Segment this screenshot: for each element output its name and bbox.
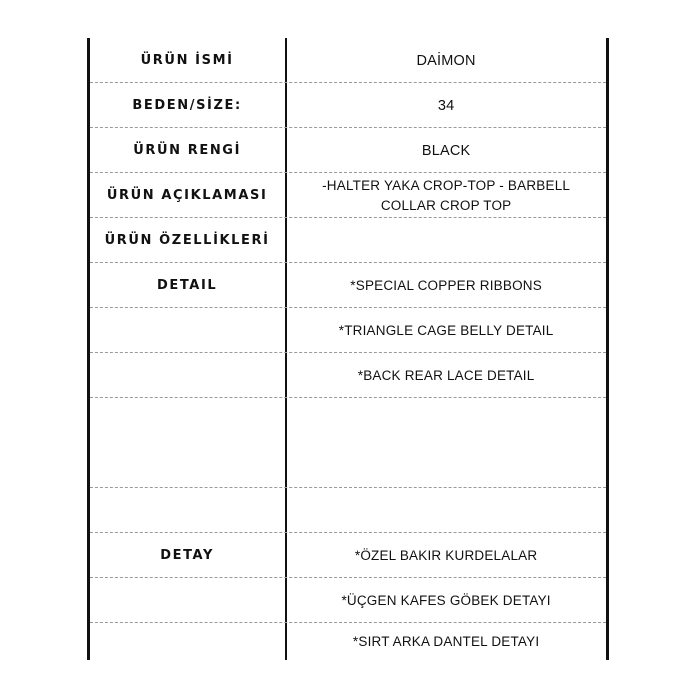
value-detail-2: *TRIANGLE CAGE BELLY DETAIL	[338, 322, 554, 338]
row-detay-3	[90, 623, 606, 660]
table-right-border	[606, 38, 609, 660]
label-empty	[90, 623, 284, 660]
value-detay-1: *ÖZEL BAKIR KURDELALAR	[354, 547, 538, 563]
label-empty	[90, 308, 284, 353]
label-empty	[90, 443, 284, 488]
value-detail-3: *BACK REAR LACE DETAIL	[357, 367, 535, 383]
row-detay-2	[90, 578, 606, 623]
label-color: ÜRÜN RENGİ	[133, 143, 242, 158]
row-features	[90, 218, 606, 263]
value-detay-3: *SIRT ARKA DANTEL DETAYI	[352, 633, 540, 649]
row-size	[90, 83, 606, 128]
value-detail-1: *SPECIAL COPPER RIBBONS	[350, 277, 542, 293]
row-detail-1	[90, 263, 606, 308]
value-color: BLACK	[421, 142, 471, 159]
value-empty	[286, 443, 606, 488]
value-product-name: DAİMON	[416, 52, 476, 69]
table-rows	[90, 38, 606, 660]
product-spec-table	[87, 38, 609, 660]
row-color	[90, 128, 606, 173]
row-detay-1	[90, 533, 606, 578]
value-size: 34	[437, 97, 455, 114]
value-empty	[286, 488, 606, 533]
row-product-name	[90, 38, 606, 83]
label-empty	[90, 488, 284, 533]
label-empty	[90, 578, 284, 623]
label-description: ÜRÜN AÇIKLAMASI	[106, 188, 268, 203]
label-size: BEDEN/SİZE:	[132, 98, 242, 113]
label-features: ÜRÜN ÖZELLİKLERİ	[104, 233, 270, 248]
row-detail-3	[90, 353, 606, 398]
label-empty	[90, 398, 284, 443]
value-detay-2: *ÜÇGEN KAFES GÖBEK DETAYI	[341, 592, 551, 608]
value-features	[286, 218, 606, 263]
label-product-name: ÜRÜN İSMİ	[140, 53, 234, 68]
row-blank-2	[90, 443, 606, 488]
label-empty	[90, 353, 284, 398]
value-description: -HALTER YAKA CROP-TOP - BARBELL COLLAR CROP TOP	[322, 177, 571, 213]
row-description	[90, 173, 606, 218]
row-blank-3	[90, 488, 606, 533]
label-detail: DETAIL	[156, 278, 218, 293]
row-detail-2	[90, 308, 606, 353]
value-empty	[286, 398, 606, 443]
row-blank-1	[90, 398, 606, 443]
label-detay: DETAY	[160, 548, 214, 563]
